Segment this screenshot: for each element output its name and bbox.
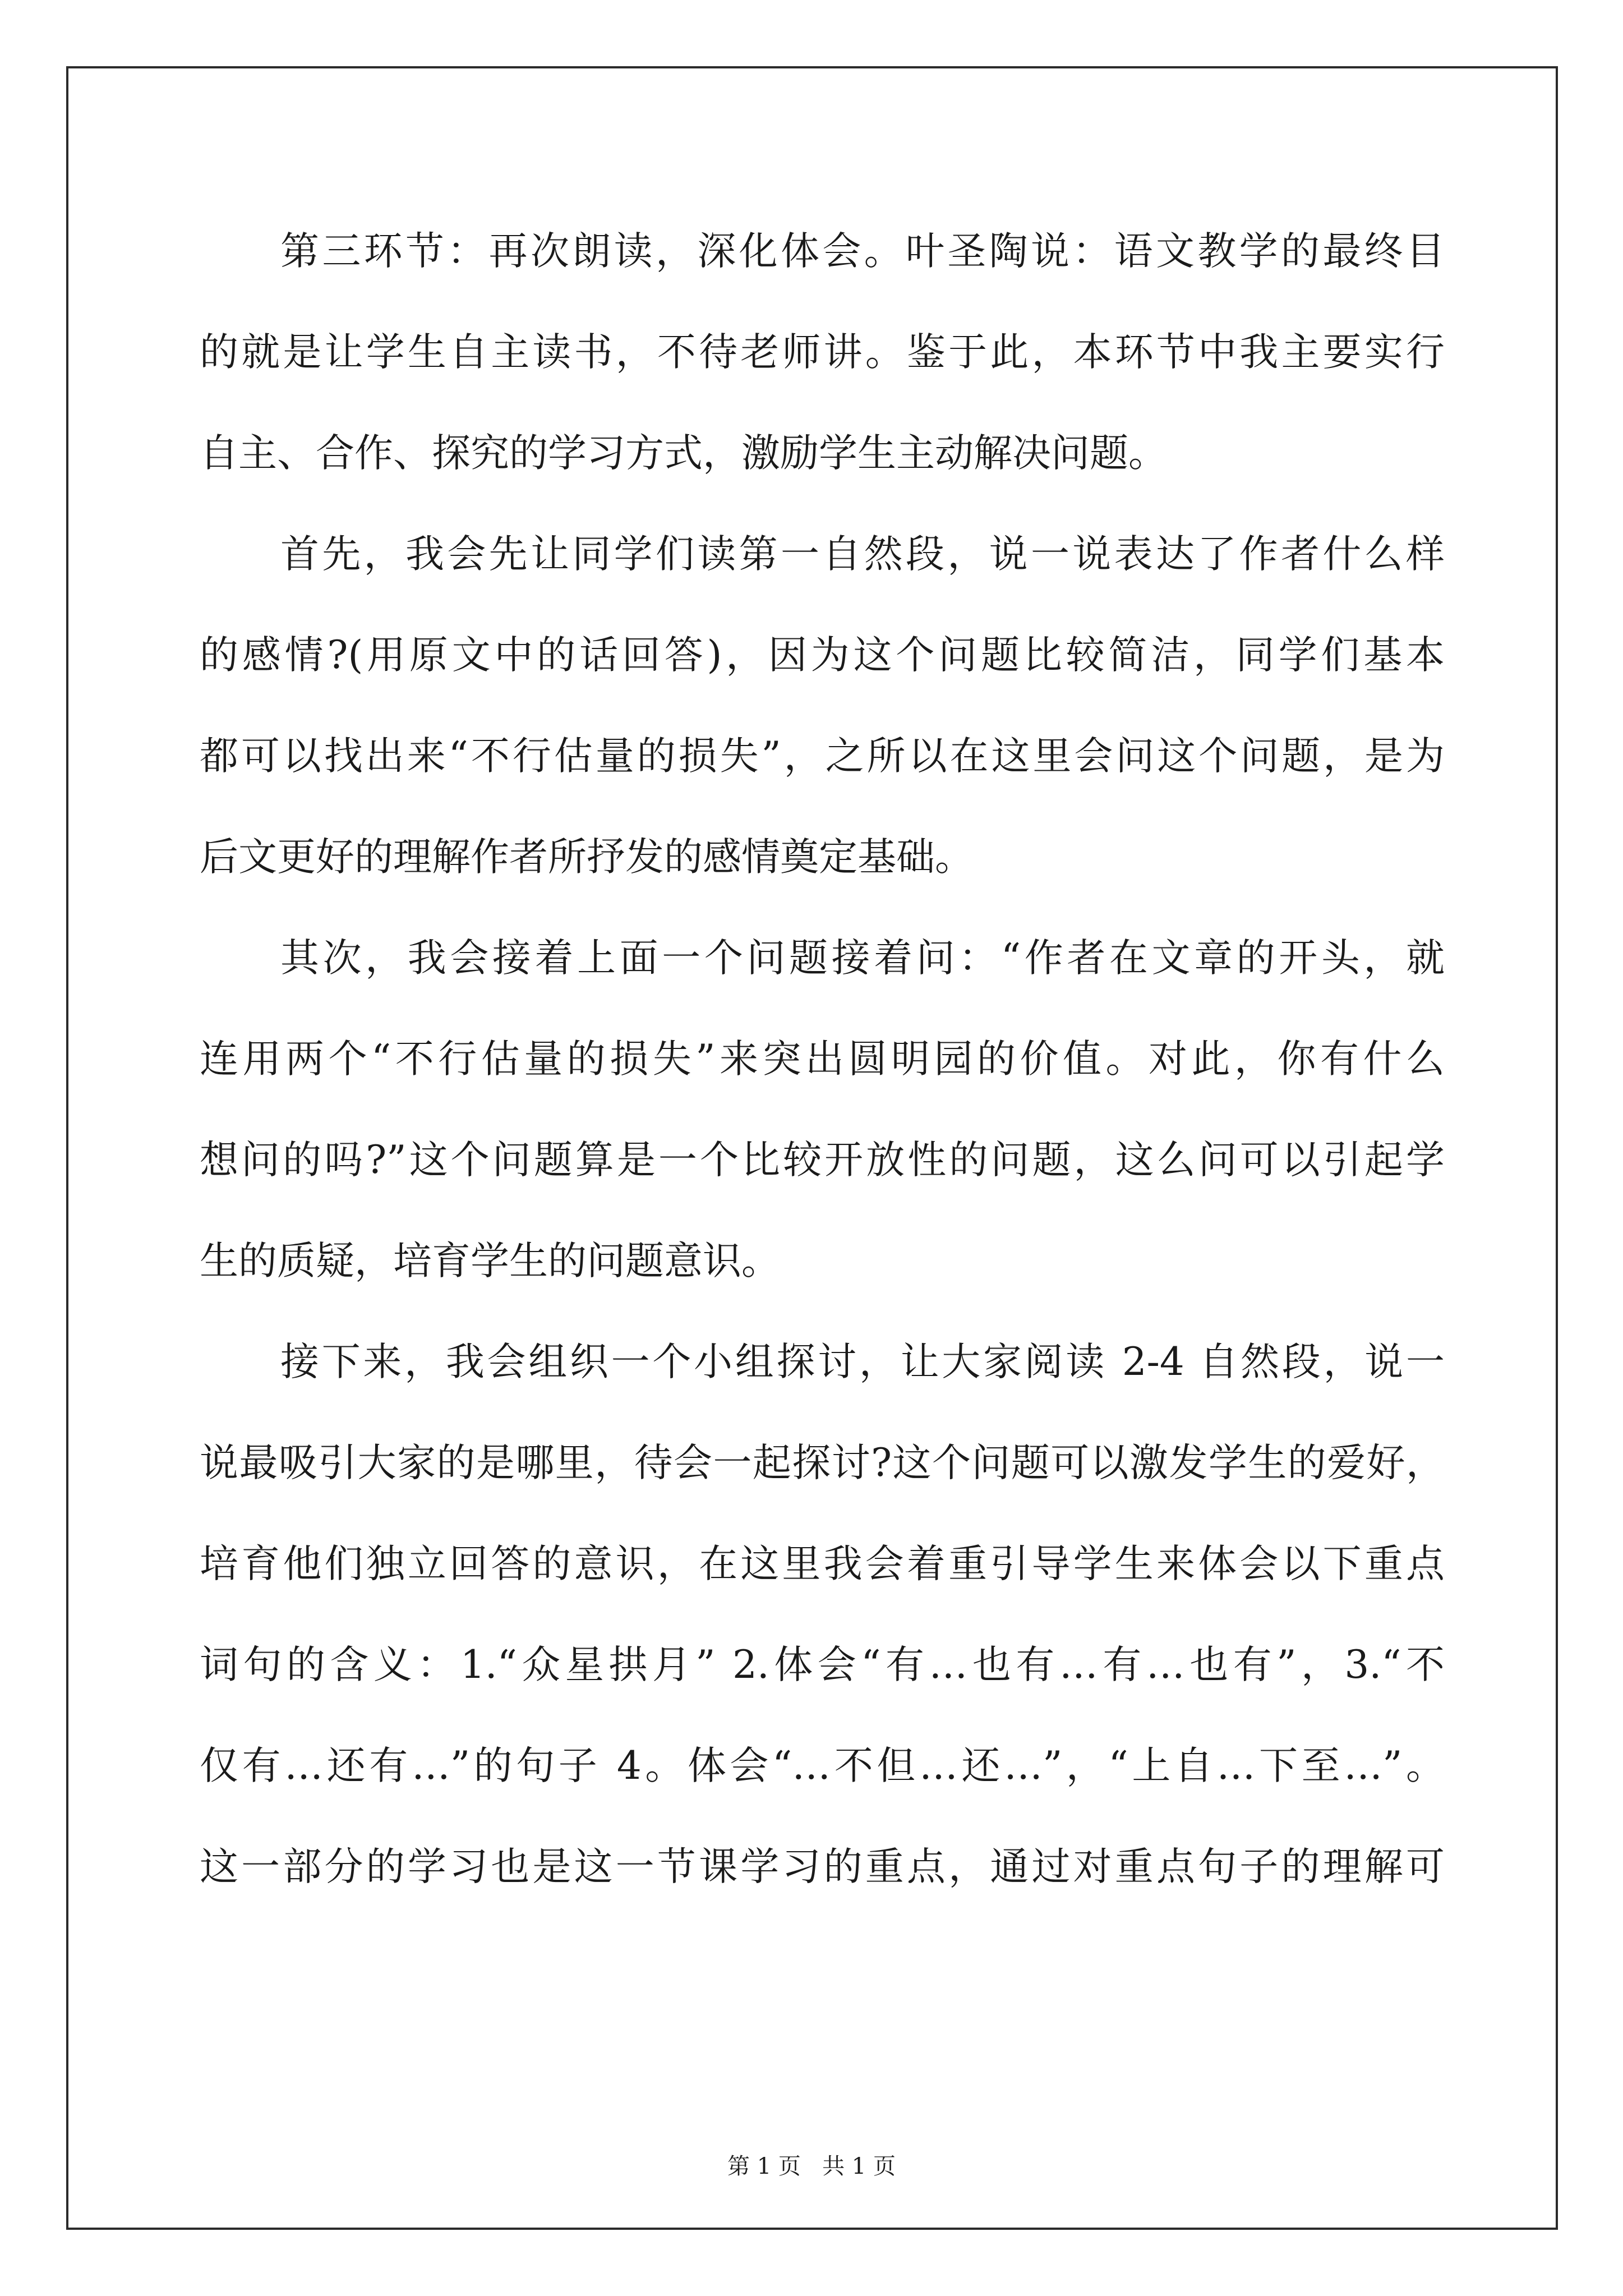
- text-line: 词句的含义：1.“众星拱月” 2.体会“有…也有…有…也有”，3.“不: [200, 1642, 1445, 1687]
- text-line: 连用两个“不行估量的损失”来突出圆明园的价值。对此，你有什么: [200, 1037, 1445, 1082]
- text-line: 生的质疑，培育学生的问题意识。: [200, 1239, 780, 1283]
- text-line: 自主、合作、探究的学习方式，激励学生主动解决问题。: [200, 431, 1167, 476]
- text-line: 的感情?(用原文中的话回答)，因为这个问题比较简洁，同学们基本: [200, 633, 1445, 678]
- text-line: 后文更好的理解作者所抒发的感情奠定基础。: [200, 835, 974, 880]
- text-line: 仅有…还有…”的句子 4。体会“…不但…还…”，“上自…下至…”。: [200, 1743, 1445, 1788]
- text-line: 其次，我会接着上面一个问题接着问：“作者在文章的开头，就: [280, 936, 1445, 981]
- text-line: 这一部分的学习也是这一节课学习的重点，通过对重点句子的理解可: [200, 1844, 1445, 1889]
- text-line: 想问的吗?”这个问题算是一个比较开放性的问题，这么问可以引起学: [200, 1138, 1445, 1182]
- page-number: 第 1 页 共 1 页: [727, 2154, 896, 2179]
- text-line: 的就是让学生自主读书，不待老师讲。鉴于此，本环节中我主要实行: [200, 330, 1445, 375]
- text-line: 培育他们独立回答的意识，在这里我会着重引导学生来体会以下重点: [200, 1542, 1445, 1586]
- text-line: 说最吸引大家的是哪里，待会一起探讨?这个问题可以激发学生的爱好，: [200, 1441, 1445, 1485]
- text-line: 首先，我会先让同学们读第一自然段，说一说表达了作者什么样: [280, 532, 1445, 577]
- text-line: 第三环节：再次朗读，深化体会。叶圣陶说：语文教学的最终目: [280, 229, 1445, 274]
- text-line: 接下来，我会组织一个小组探讨，让大家阅读 2-4 自然段，说一: [280, 1340, 1445, 1384]
- text-line: 都可以找出来“不行估量的损失”，之所以在这里会问这个问题，是为: [200, 734, 1445, 779]
